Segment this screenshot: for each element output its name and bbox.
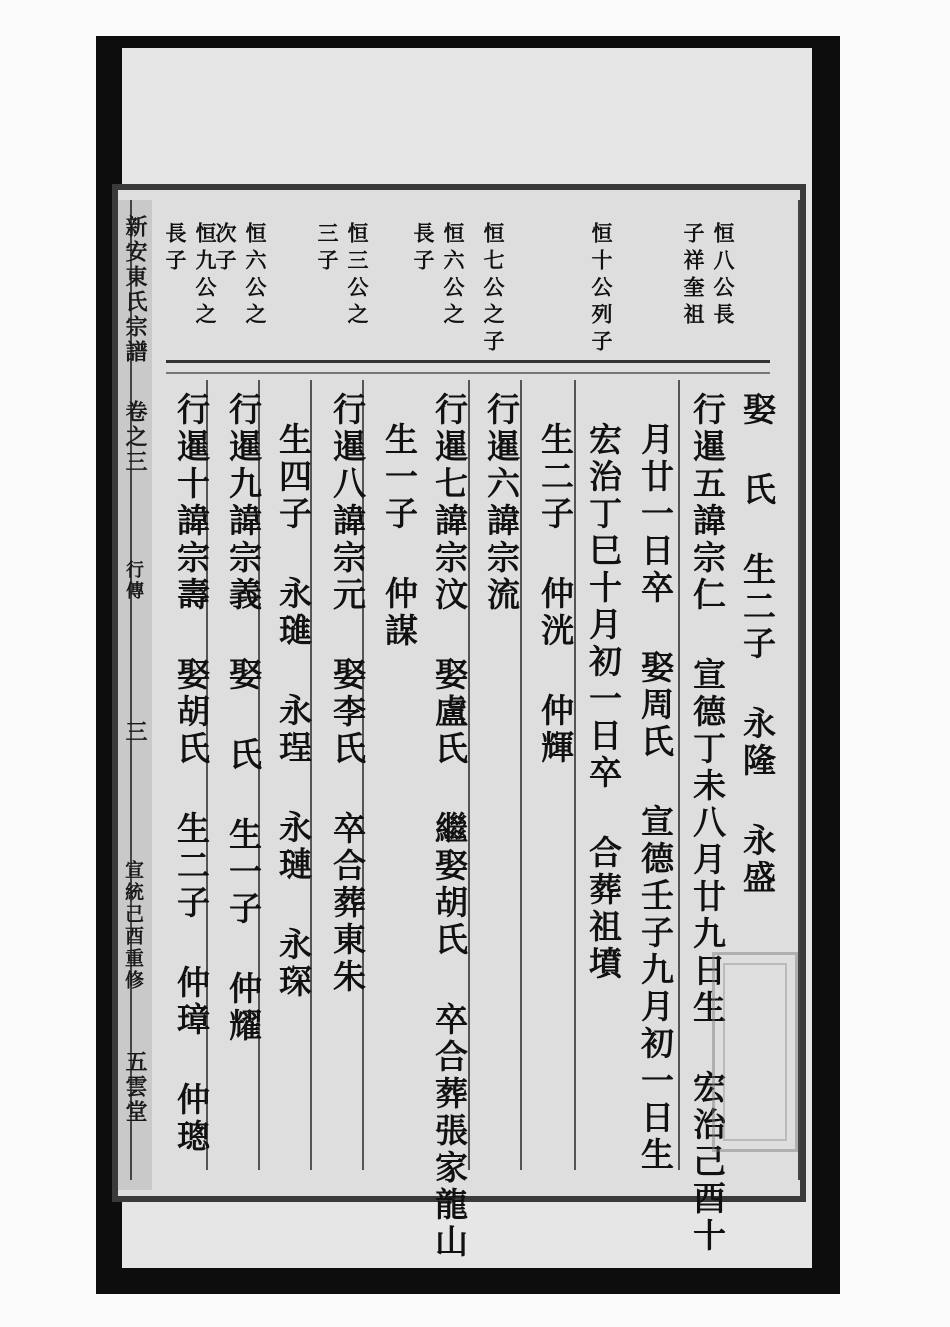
margin-bottom-note: 宣統己酉重修	[122, 860, 144, 992]
margin-hall-name: 五雲堂	[122, 1050, 148, 1125]
header-note: 恒八公長子祥奎祖	[681, 222, 736, 330]
entry-column: 行暹七諱宗汶 娶盧氏 繼娶胡氏 卒合葬張家龍山	[430, 392, 469, 1261]
entry-column: 娶 氏 生二子 永隆 永盛	[738, 392, 777, 897]
margin-page-number: 三	[122, 720, 148, 745]
header-divider-sub	[166, 372, 770, 374]
entry-column: 月廿一日卒 娶周氏 宣德壬子九月初一日生	[636, 422, 675, 1174]
entry-column: 生四子 永璡 永珵 永璉 永琛	[274, 422, 313, 1001]
header-note: 恒十公列子	[589, 222, 614, 357]
header-note: 恒六公之長子	[411, 222, 466, 330]
entry-column: 宏治丁巳十月初一日卒 合葬祖墳	[584, 422, 623, 983]
margin-chapter: 卷之三	[122, 400, 148, 475]
entry-column: 行暹九諱宗義 娶 氏 生一子 仲耀	[224, 392, 263, 1045]
entry-column: 行暹六諱宗流	[482, 392, 521, 614]
margin-book-title: 新安東氏宗譜	[122, 215, 148, 365]
collection-seal	[712, 952, 798, 1152]
header-note: 恒三公之三子	[315, 222, 370, 330]
header-divider	[166, 360, 770, 363]
entry-column: 行暹五諱宗仁 宣德丁未八月廿九日生 宏治己酉十	[688, 392, 727, 1255]
entry-column: 生一子 仲謀	[380, 422, 419, 650]
entry-column: 行暹八諱宗元 娶李氏 卒合葬東朱	[328, 392, 367, 996]
entry-column: 生二子 仲洸 仲輝	[536, 422, 575, 767]
margin-section: 行傳	[123, 560, 144, 602]
header-note: 恒六公之次子	[213, 222, 268, 330]
entry-column: 行暹十諱宗壽 娶胡氏 生二子 仲璋 仲璁	[172, 392, 211, 1156]
header-note: 恒七公之子	[481, 222, 506, 357]
header-note: 恒九公之長子	[163, 222, 218, 330]
